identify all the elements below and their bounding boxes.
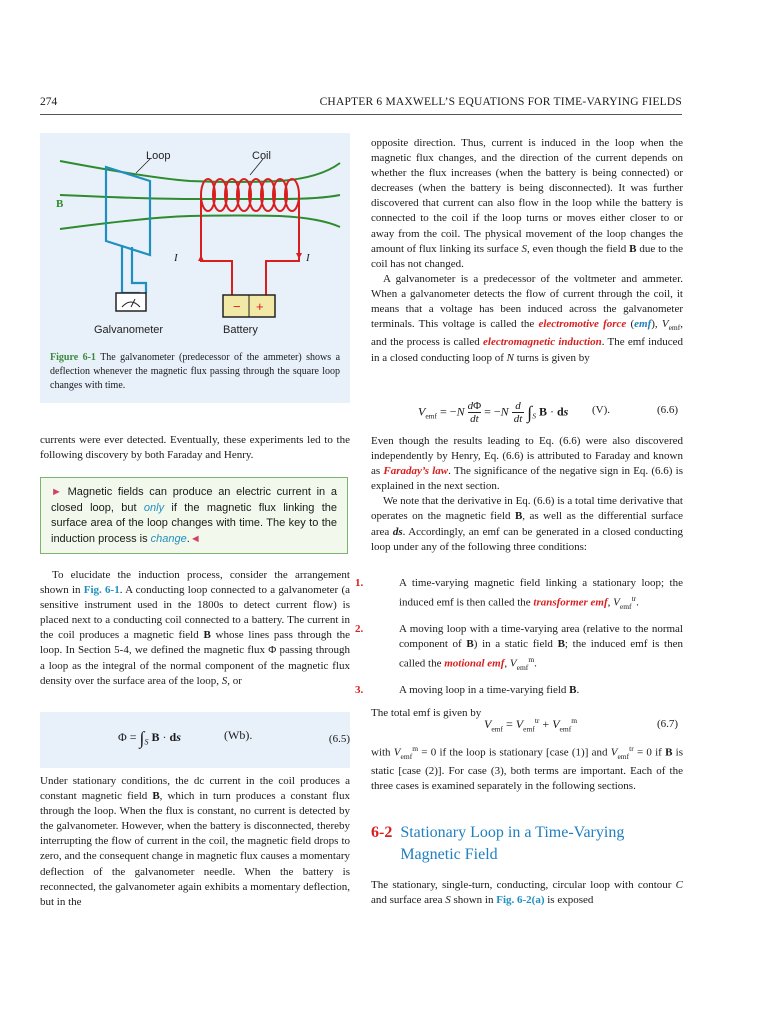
label-galvanometer: Galvanometer [94, 324, 164, 336]
equation-6-6-number: (6.6) [657, 404, 679, 416]
right-para-5: The total emf is given by [371, 707, 482, 720]
equation-6-6-unit: (V). [592, 404, 611, 416]
running-header: CHAPTER 6 MAXWELL’S EQUATIONS FOR TIME-VARYING FIELDS [319, 96, 682, 108]
label-current-left: I [174, 252, 178, 264]
equation-6-7: $V_{emf} = V_{emf}^{tr} + V_{emf}^m$ [484, 716, 578, 734]
equation-6-7-number: (6.7) [657, 718, 679, 730]
term-electromotive-force: electromotive force [538, 318, 627, 331]
list-item-2: 2. A moving loop with a time-varying area (relative to the normal component of B) in a static field B; the induced emf is then called the motional emf, $V_{emf}^m$. [355, 623, 683, 673]
term-electromagnetic-induction: electromagnetic induction [483, 336, 602, 349]
label-battery: Battery [223, 324, 258, 336]
equation-6-5 [40, 712, 350, 768]
highlight-note: ► Magnetic fields can produce an electric current in a closed loop, but only if the magnetic flux linking the surface area of the loop changes with time. The key to the induction process is change.◄ [40, 477, 348, 554]
left-para-1: currents were ever detected. Eventually, these experiments led to the following discovery by both Faraday and Henry. [40, 434, 350, 462]
page-number: 274 [40, 96, 58, 108]
battery-plus: + [256, 299, 264, 314]
loop [106, 167, 150, 293]
note-emphasis-only: only [143, 501, 165, 514]
label-loop: Loop [146, 150, 171, 162]
battery-icon [223, 295, 275, 317]
note-arrow-right: ◄ [189, 532, 201, 545]
note-arrow-left: ► [51, 486, 62, 498]
note-emphasis-change: change [150, 532, 187, 545]
battery-minus: − [233, 299, 241, 314]
section-heading-6-2 [371, 822, 683, 866]
label-coil: Coil [252, 150, 271, 162]
xref-fig-6-1[interactable]: Fig. 6-1 [83, 584, 120, 597]
equation-6-5-unit: (Wb). [224, 728, 253, 742]
right-para-1: opposite direction. Thus, current is induced in the loop when the magnetic flux changes, and the direction of the current depends on whether the flux increases (when the battery is being connected) or decreases (when the battery is being disconnected). It was further discovered that current can also flow in the loop while the battery is connected to the coil if the loop turns or moves either closer to or away from the coil. The physical movement of the loop changes the amount of flux linking its surface S, even though the field B due to the coil has not changed. A galvanometer is a predecessor of the voltmeter and ammeter. When a galvanometer detects the flow of current through the coil, it means that a voltage has been induced across the galvanometer terminals. This voltage is called the electromotive force (emf), $V_{emf}$, and the process is called electromagnetic induction. The emf induced in a closed conducting loop of N turns is given by [371, 137, 684, 364]
right-para-6: with $V_{emf}^m = 0$ if the loop is stationary [case (1)] and $V_{emf}^{tr} = 0$ if B is static [case (2)]. For case (3), both terms are important. Each of the three cases is examined separately in the following sections. [371, 744, 683, 793]
coil [201, 179, 299, 295]
section-title: Stationary Loop in a Time-Varying Magnetic Field [400, 824, 625, 863]
right-para-7: The stationary, single-turn, conducting, circular loop with contour C and surface area S shown in Fig. 6-2(a) is exposed [371, 879, 683, 907]
figure-caption-label: Figure 6-1 [50, 352, 96, 363]
section-number: 6-2 [371, 824, 393, 841]
term-emf: emf [634, 318, 652, 331]
equation-6-5-body: $\Phi = \int_S$ B · ds [118, 728, 181, 748]
left-para-2: To elucidate the induction process, consider the arrangement shown in Fig. 6-1. A conducting loop connected to a galvanometer (a sensitive instrument used in the 1800s to detect current flow) is placed next to a conducting coil connected to a battery. The current in the coil produces a magnetic field B whose lines pass through the loop. In Section 5-4, we defined the magnetic flux Φ passing through a loop as the integral of the normal component of the magnetic flux density over the surface area of the loop, S, or [40, 569, 351, 687]
list-item-3: 3. A moving loop in a time-varying field B. [355, 684, 580, 697]
figure-caption-text: The galvanometer (predecessor of the ammeter) shows a deflection whenever the magnetic flux passing through the square loop changes with time. [50, 352, 341, 391]
equation-6-6: $V_{emf} = -N$ dΦ dt = $-N \frac{d}{dt} \int_S$ B · ds [418, 400, 569, 425]
label-current-right: I [306, 252, 310, 264]
figure-6-1 [40, 133, 350, 403]
xref-fig-6-2a[interactable]: Fig. 6-2(a) [496, 894, 545, 907]
right-para-3: Even though the results leading to Eq. (6.6) were also discovered independently by Henry, Eq. (6.6) is attributed to Faraday and known as Faraday’s law. The significance of the negative sign in Eq. (6.6) is explained in the next section. We note that the derivative in Eq. (6.6) is a total time derivative that operates on the magnetic field B, as well as the differential surface area ds. Accordingly, an emf can be generated in a closed conducting loop under any of the following three conditions: [371, 435, 683, 553]
condition-list [355, 576, 683, 721]
list-item-1: 1. A time-varying magnetic field linking a stationary loop; the induced emf is then called the transformer emf, $V_{emf}^{tr}$. [355, 577, 683, 611]
figure-diagram [40, 133, 350, 348]
label-field-b: B [56, 198, 64, 210]
equation-6-5-number: (6.5) [328, 733, 350, 745]
current-arrows [198, 253, 302, 261]
galvanometer-icon [116, 293, 146, 311]
header-rule [40, 114, 682, 115]
figure-caption [50, 351, 340, 393]
left-para-3: Under stationary conditions, the dc current in the coil produces a constant magnetic field B, which in turn produces a constant flux through the loop. When the flux is constant, no current is detected by the galvanometer. However, when the battery is disconnected, thereby interrupting the flow of current in the coil, the magnetic field drops to zero, and the consequent change in magnetic flux causes a momentary deflection of the galvanometer needle. When the battery is reconnected, the galvanometer again exhibits a momentary deflection, but in the [40, 775, 350, 908]
term-faradays-law: Faraday’s law [383, 465, 449, 478]
